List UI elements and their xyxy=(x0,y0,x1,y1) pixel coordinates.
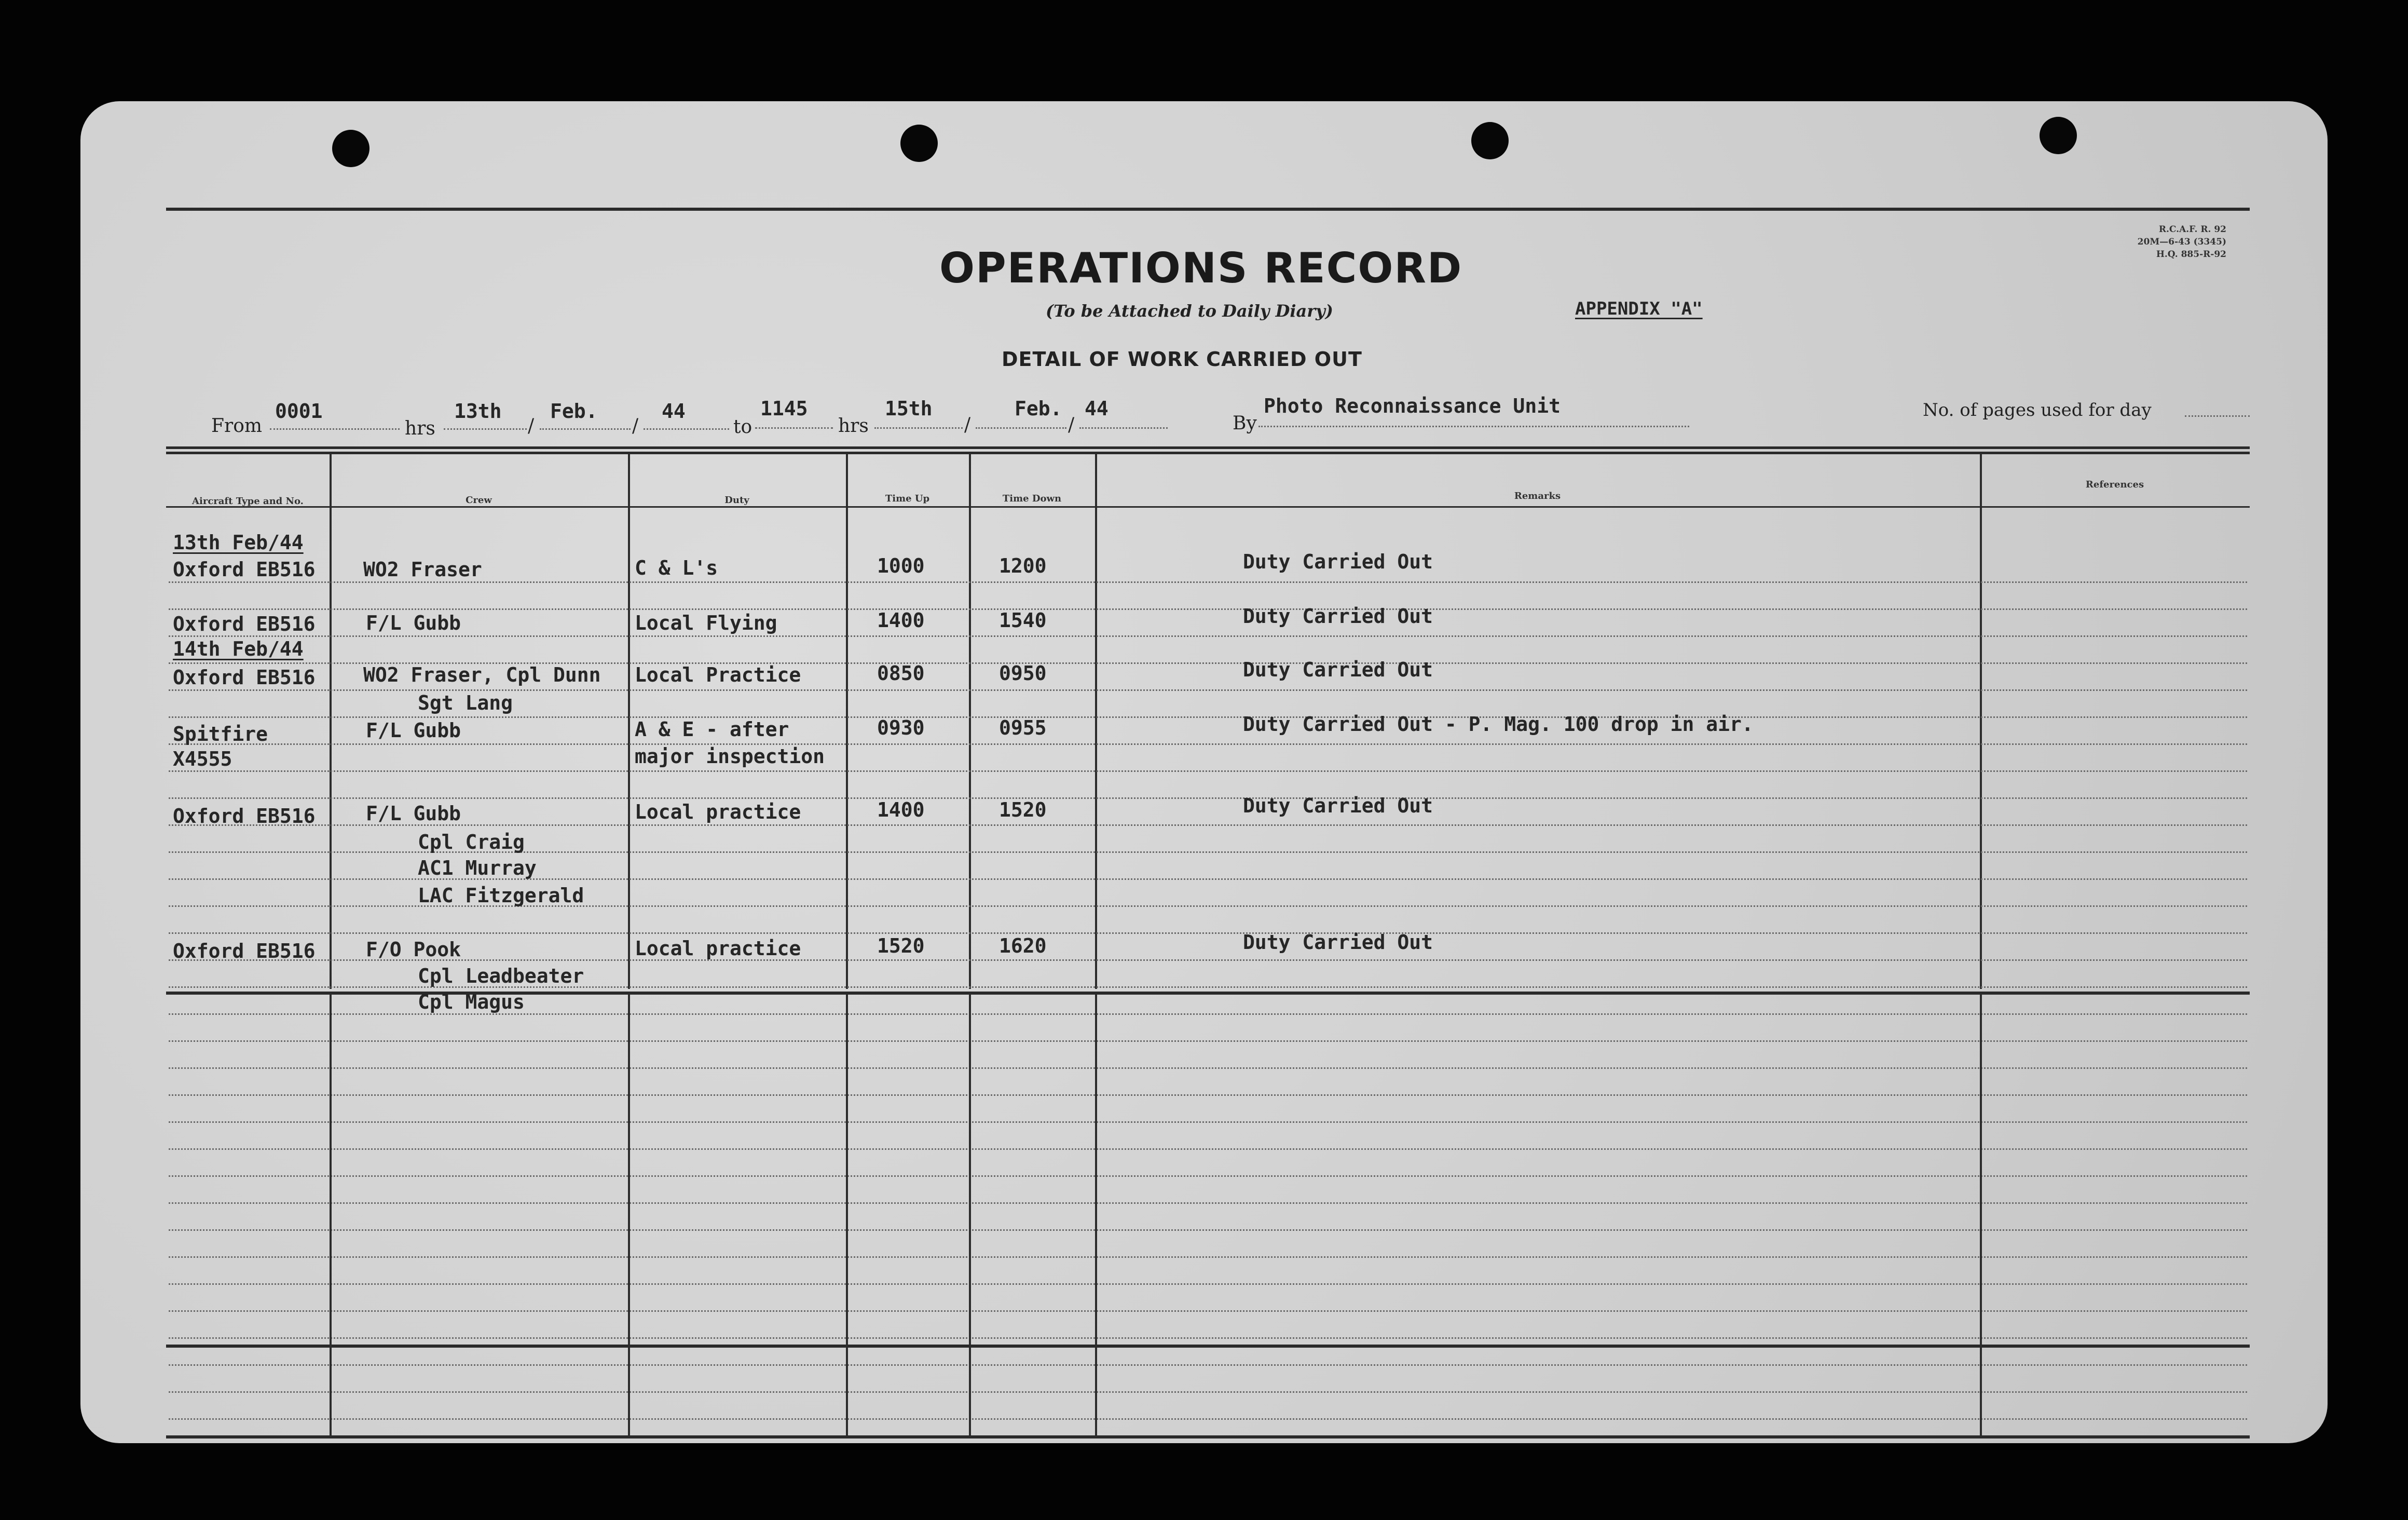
sheet-lower xyxy=(80,101,2328,1443)
to-time: 1145 xyxy=(760,397,808,420)
from-label: From xyxy=(211,415,262,437)
unit-name: Photo Reconnaissance Unit xyxy=(1264,395,1561,417)
hrs-label: hrs xyxy=(405,418,435,439)
by-label: By xyxy=(1233,413,1257,434)
slash: / xyxy=(528,415,535,437)
col-references: References xyxy=(2085,479,2144,490)
hrs-label: hrs xyxy=(838,415,869,437)
col-time-down: Time Down xyxy=(1002,493,1062,504)
from-time: 0001 xyxy=(275,400,323,423)
slash: / xyxy=(632,415,639,437)
to-day: 15th xyxy=(885,397,933,420)
form-code: R.C.A.F. R. 92 20M—6-43 (3345) H.Q. 885-R-92 xyxy=(2137,224,2226,260)
slash: / xyxy=(1068,414,1075,436)
col-duty: Duty xyxy=(724,495,749,506)
col-aircraft: Aircraft Type and No. xyxy=(192,496,304,507)
to-year: 44 xyxy=(1085,397,1109,420)
page-title: OPERATIONS RECORD xyxy=(939,244,1463,292)
from-month: Feb. xyxy=(550,400,598,423)
record-sheet: OPERATIONS RECORD (To be Attached to Daily Diary) DETAIL OF WORK CARRIED OUT APPENDIX "A" R.C.A.F. R. 92 20M—6-43 (3345) H.Q. 885-R-92 From 0001 hrs 13th / Feb. / 44 to 1145 hrs 15th / Feb. / 44 By Photo Reconnaissance Unit No. of pages used for day Aircraft Type and No. Crew Duty Time Up Time Down Remarks References 13th Feb/44 Oxford EB516 WO2 Fraser C & L's 1000 1200 Duty Carried Out Oxford EB516 F/L Gubb Local Flying 1400 1540 Duty Carried Out 14th Feb/44 Oxford EB516 WO2 Fraser, Cpl Dunn Local Practice 0850 0950 Duty Carried Out Sgt Lang Spitfire F/L Gubb A & E - after 0930 0955 Duty Carried Out - P. Mag. 100 drop in air. X4555 major inspection Oxford EB516 F/L Gubb Local practice 1400 1520 Duty Carried Out Cpl Craig AC1 Murray LAC Fitzgerald Oxford EB516 F/O Pook Local practice 1520 1620 Duty Carried Out Cpl Leadbeater Cpl Magus xyxy=(80,101,2328,1443)
table-bottom-rule xyxy=(166,1345,2250,1348)
to-month: Feb. xyxy=(1015,397,1062,420)
appendix-label: APPENDIX "A" xyxy=(1575,298,1703,319)
from-year: 44 xyxy=(662,400,686,423)
col-crew: Crew xyxy=(466,495,492,506)
pages-label: No. of pages used for day xyxy=(1923,400,2152,420)
sheet-bottom-rule xyxy=(166,1435,2250,1438)
col-remarks: Remarks xyxy=(1514,491,1561,501)
col-time-up: Time Up xyxy=(885,493,930,504)
section-heading: DETAIL OF WORK CARRIED OUT xyxy=(1002,348,1362,371)
page-subtitle: (To be Attached to Daily Diary) xyxy=(1046,301,1333,321)
from-day: 13th xyxy=(454,400,502,423)
slash: / xyxy=(964,414,971,436)
to-label: to xyxy=(733,416,752,438)
